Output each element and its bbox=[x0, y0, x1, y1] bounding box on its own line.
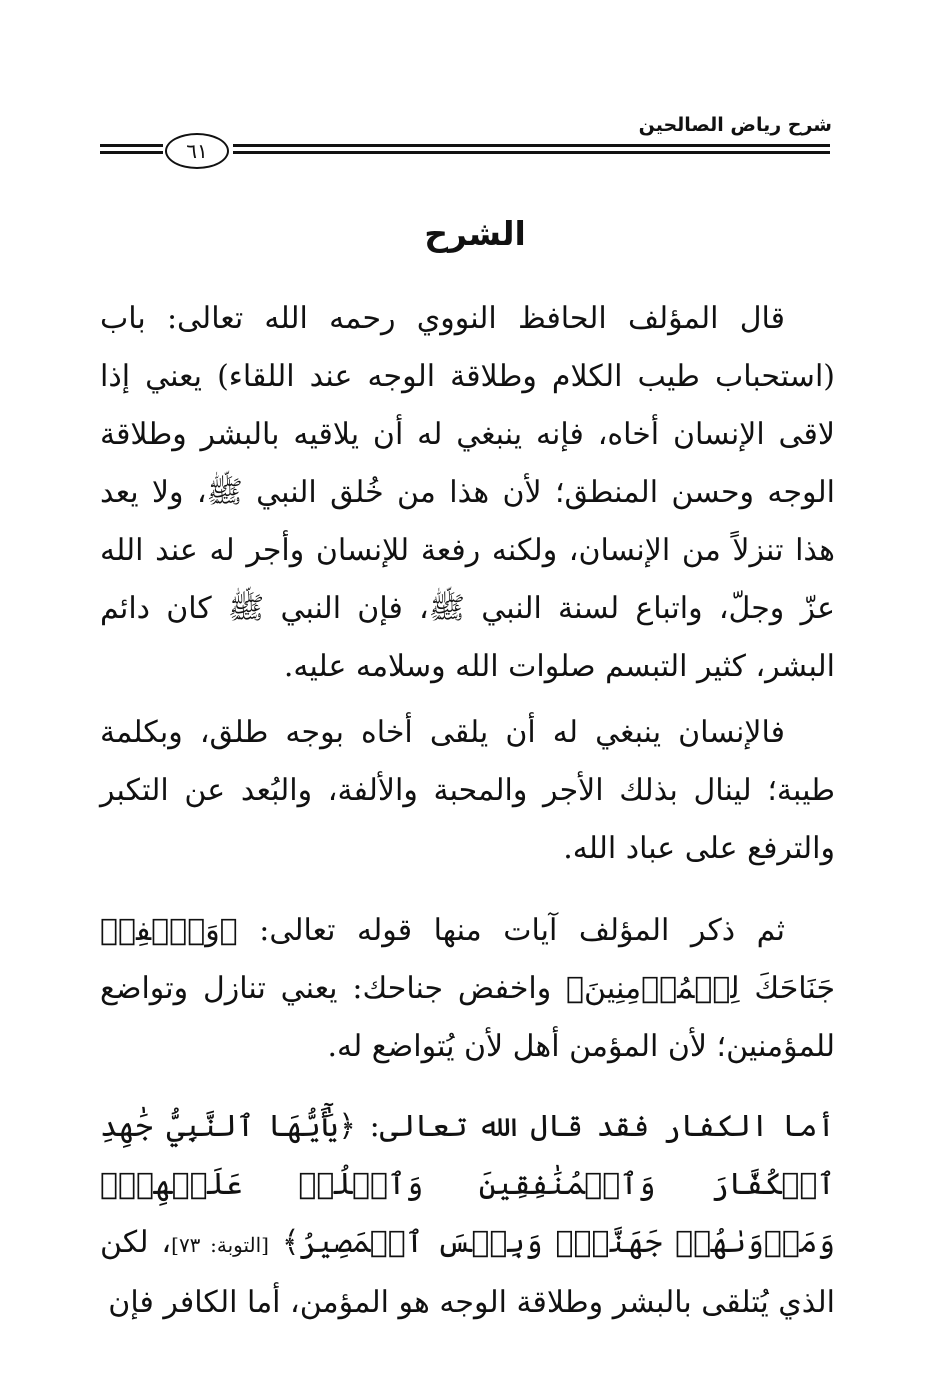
running-header-title: شرح رياض الصالحين bbox=[638, 114, 832, 136]
paragraph-2: فالإنسان ينبغي له أن يلقى أخاه بوجه طلق، وبكلمة طيبة؛ لينال بذلك الأجر والمحبة والألفة، والبُعد عن التكبر والترفع على عباد الله. bbox=[100, 715, 835, 866]
page-number: ٦١ bbox=[165, 133, 229, 169]
section-title: الشرح bbox=[424, 214, 526, 253]
paragraph-4-rest: ، لكن الذي يُتلقى بالبشر وطلاقة الوجه هو المؤمن، أما الكافر فإن bbox=[100, 1225, 835, 1320]
quran-reference: [التوبة: ٧٣] bbox=[171, 1233, 269, 1257]
paragraph-4 bbox=[100, 1098, 835, 1332]
header-rule-right-top bbox=[233, 144, 830, 147]
paragraph-4-verse: أما الكفار فقد قال الله تعالى: ﴿يَٰٓأَيُّهَا ٱلنَّبِيُّ جَٰهِدِ ٱلۡكُفَّارَ وَٱلۡمُنَٰفِقِينَ وَٱغۡلُظۡ عَلَيۡهِمۡۚ وَمَأۡوَىٰهُمۡ جَهَنَّمُۖ وَبِئۡسَ ٱلۡمَصِيرُ﴾ bbox=[100, 1109, 835, 1260]
paragraph-1: قال المؤلف الحافظ النووي رحمه الله تعالى: باب (استحباب طيب الكلام وطلاقة الوجه عند اللقاء) يعني إذا لاقى الإنسان أخاه، فإنه ينبغي له أن يلاقيه بالبشر وطلاقة الوجه وحسن المنطق؛ لأن هذا من خُلق النبي ﷺ، ولا يعد هذا تنزلاً من الإنسان، ولكنه رفعة للإنسان وأجر له عند الله عزّ وجلّ، واتباع لسنة النبي ﷺ، فإن النبي ﷺ كان دائم البشر، كثير التبسم صلوات الله وسلامه عليه. bbox=[100, 301, 835, 684]
header-rule-right-bottom bbox=[233, 151, 830, 154]
header-rule-left-bottom bbox=[100, 151, 163, 154]
paragraph-3: ثم ذكر المؤلف آيات منها قوله تعالى: ﴿وَٱخۡفِضۡ جَنَاحَكَ لِلۡمُؤۡمِنِينَ﴾ واخفض جناحك: يعني تنازل وتواضع للمؤمنين؛ لأن المؤمن أهل لأن يُتواضع له. bbox=[100, 913, 835, 1064]
header-rule-left-top bbox=[100, 144, 163, 147]
